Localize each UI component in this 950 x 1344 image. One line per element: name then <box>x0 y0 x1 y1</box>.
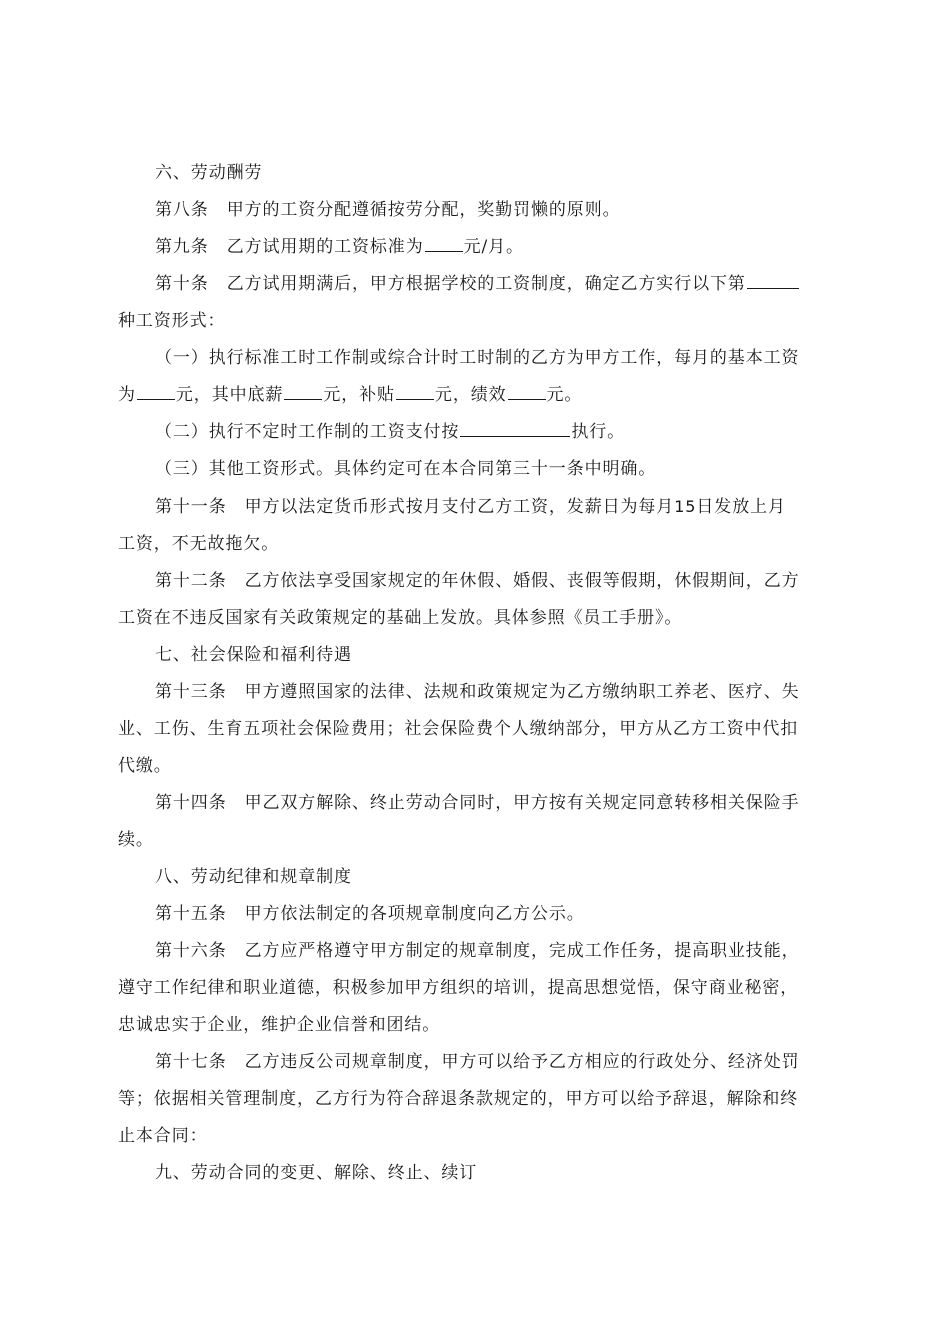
article-13-line-1: 第十三条 甲方遵照国家的法律、法规和政策规定为乙方缴纳职工养老、医疗、失 <box>155 682 800 702</box>
blank-field[interactable] <box>425 231 463 252</box>
article-12-line-1: 第十二条 乙方依法享受国家规定的年休假、婚假、丧假等假期，休假期间，乙方 <box>155 571 800 591</box>
blank-field[interactable] <box>284 379 322 400</box>
document-page <box>118 155 844 1192</box>
article-head: 第十六条 <box>155 941 227 961</box>
blank-field[interactable] <box>396 379 434 400</box>
article-17-line-3: 止本合同： <box>118 1126 208 1146</box>
article-10-item-2: （二）执行不定时工作制的工资支付按 执行。 <box>118 414 844 451</box>
article-head: 第十二条 <box>155 571 227 591</box>
article-17-line-1: 第十七条 乙方违反公司规章制度，甲方可以给予乙方相应的行政处分、经济处罚 <box>155 1052 800 1072</box>
article-11-line-2: 工资，不无故拖欠。 <box>118 534 280 554</box>
article-13-line-3: 代缴。 <box>118 756 172 776</box>
section-heading-9: 九、劳动合同的变更、解除、终止、续订 <box>155 1163 478 1183</box>
article-head: 第八条 <box>155 200 209 220</box>
blank-field[interactable] <box>508 379 546 400</box>
article-17-line-2: 等；依据相关管理制度，乙方行为符合辞退条款规定的，甲方可以给予辞退，解除和终 <box>118 1089 799 1109</box>
article-13-line-2: 业、工伤、生育五项社会保险费用；社会保险费个人缴纳部分，甲方从乙方工资中代扣 <box>118 719 799 739</box>
article-11-line-1: 第十一条 甲方以法定货币形式按月支付乙方工资，发薪日为每月15日发放上月 <box>155 497 786 517</box>
blank-field[interactable] <box>747 268 799 289</box>
article-8: 第八条 甲方的工资分配遵循按劳分配，奖勤罚懒的原则。 <box>155 200 621 220</box>
article-10-item-1-line-2: 为 元，其中底薪 元，补贴 元，绩效 元。 <box>118 377 844 414</box>
article-head: 第十一条 <box>155 497 227 517</box>
payday-number: 15 <box>674 497 697 516</box>
article-16-line-1: 第十六条 乙方应严格遵守甲方制定的规章制度，完成工作任务，提高职业技能， <box>155 941 800 961</box>
article-14-line-1: 第十四条 甲乙双方解除、终止劳动合同时，甲方按有关规定同意转移相关保险手 <box>155 793 800 813</box>
article-head: 第九条 <box>155 237 209 257</box>
article-16-line-3: 忠诚忠实于企业，维护企业信誉和团结。 <box>118 1015 441 1035</box>
blank-field[interactable] <box>137 379 175 400</box>
article-head: 第十五条 <box>155 904 227 924</box>
article-15: 第十五条 甲方依法制定的各项规章制度向乙方公示。 <box>155 904 585 924</box>
article-16-line-2: 遵守工作纪律和职业道德，积极参加甲方组织的培训，提高思想觉悟，保守商业秘密， <box>118 978 799 998</box>
section-heading-7: 七、社会保险和福利待遇 <box>155 645 352 665</box>
article-10-line-1: 第十条 乙方试用期满后，甲方根据学校的工资制度，确定乙方实行以下第 <box>118 266 844 303</box>
article-10-item-1-line-1: （一）执行标准工时工作制或综合计时工时制的乙方为甲方工作，每月的基本工资 <box>155 348 800 368</box>
article-14-line-2: 续。 <box>118 830 154 850</box>
section-heading-8: 八、劳动纪律和规章制度 <box>155 867 352 887</box>
section-heading-6: 六、劳动酬劳 <box>155 163 263 183</box>
article-head: 第十七条 <box>155 1052 227 1072</box>
article-9: 第九条 乙方试用期的工资标准为 元/月。 <box>118 229 844 266</box>
article-10-item-3: （三）其他工资形式。具体约定可在本合同第三十一条中明确。 <box>155 459 657 479</box>
blank-field[interactable] <box>460 416 570 437</box>
article-12-line-2: 工资在不违反国家有关政策规定的基础上发放。具体参照《员工手册》。 <box>118 608 683 628</box>
article-head: 第十三条 <box>155 682 227 702</box>
article-head: 第十条 <box>155 274 209 294</box>
article-10-line-2: 种工资形式： <box>118 311 226 331</box>
article-head: 第十四条 <box>155 793 227 813</box>
